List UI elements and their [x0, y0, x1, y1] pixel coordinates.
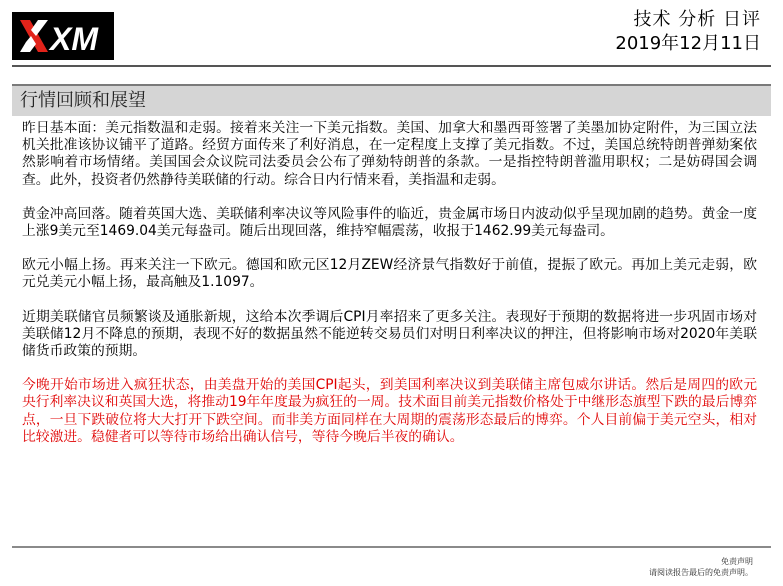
paragraph-fed-cpi: 近期美联储官员频繁谈及通胀新规，这给本次季调后CPI月率招来了更多关注。表现好于预期的数据将进一步巩固市场对美联储12月不降息的预期，表现不好的数据虽然不能逆转交易员们对明日利率决议的押注，但将影响市场对2020年美联储货币政策的预期。: [22, 308, 757, 360]
section-title: 行情回顾和展望: [20, 90, 146, 111]
disclaimer: [649, 556, 753, 578]
paragraph-gold: 黄金冲高回落。随着英国大选、美联储利率决议等风险事件的临近，贵金属市场日内波动似乎呈现加剧的趋势。黄金一度上涨9美元至1469.04美元每盎司。随后出现回落，维持窄幅震荡，收报于1462.99美元每盎司。: [22, 205, 757, 240]
disclaimer-title: 免责声明: [721, 557, 753, 566]
report-header: [615, 8, 761, 56]
logo-text: XM: [50, 21, 98, 57]
disclaimer-note: 请阅读报告最后的免责声明。: [649, 568, 753, 577]
paragraph-euro: 欧元小幅上扬。再来关注一下欧元。德国和欧元区12月ZEW经济景气指数好于前值，提振了欧元。再加上美元走弱，欧元兑美元小幅上扬，最高触及1.1097。: [22, 257, 757, 291]
footer-divider: [12, 546, 771, 548]
header-divider: [12, 65, 771, 67]
report-title: 技术 分析 日评: [633, 9, 761, 30]
paragraph-outlook: 今晚开始市场进入疯狂状态，由美盘开始的美国CPI起头，到美国利率决议到美联储主席包威尔讲话。然后是周四的欧元央行利率决议和英国大选，将推动19年年度最为疯狂的一周。技术面目前美元指数价格处于中继形态旗型下跌的最后博弈点，一旦下跌破位将大大打开下跌空间。而非美方面同样在大周期的震荡形态最后的博弈。个人目前偏于美元空头，相对比较激进。稳健者可以等待市场给出确认信号，等待今晚后半夜的确认。: [22, 377, 757, 445]
paragraph-fundamentals: 昨日基本面：美元指数温和走弱。接着来关注一下美元指数。美国、加拿大和墨西哥签署了美墨加协定附件，为三国立法机关批准该协议铺平了道路。经贸方面传来了利好消息，在一定程度上支撑了美元指数。不过，美国总统特朗普弹劾案依然影响着市场情绪。美国国会众议院司法委员会公布了弹劾特朗普的条款。一是指控特朗普滥用职权；二是妨碍国会调查。此外，投资者仍然静待美联储的行动。综合日内行情来看，美指温和走弱。: [22, 120, 757, 188]
section-header: [12, 84, 771, 116]
report-date: 2019年12月11日: [615, 33, 761, 54]
report-body: [22, 120, 757, 463]
xm-logo: [12, 12, 114, 60]
